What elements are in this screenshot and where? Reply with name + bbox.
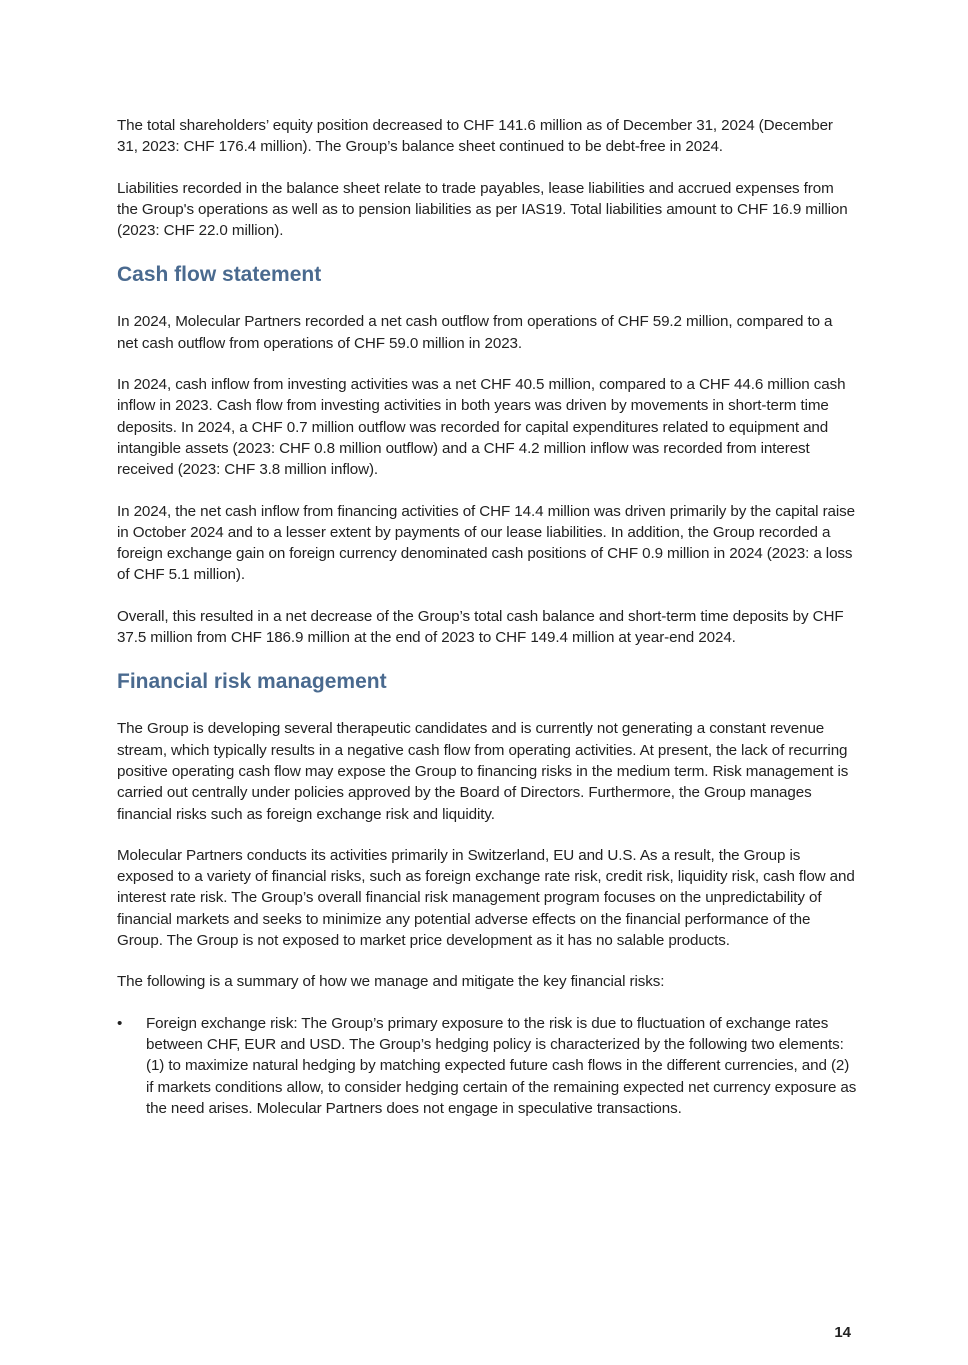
overall-paragraph: Overall, this resulted in a net decrease of the Group’s total cash balance and short-term time deposits by CHF 37.5 million from CHF 186.9 million at the end of 2023 to CHF 149.4 million at year-end 2024.	[117, 607, 844, 647]
list-item	[117, 1013, 857, 1119]
risk-exposure-paragraph: Molecular Partners conducts its activities primarily in Switzerland, EU and U.S. As a result, the Group is exposed to a variety of financial risks, such as foreign exchange rate risk, credit risk, liquidity risk, cash flow and interest rate risk. The Group’s overall financial risk management program focuses on the unpredictability of financial markets and seeks to minimize any potential adverse effects on the financial performance of the Group. The Group is not exposed to market price development as it has no salable products.	[117, 846, 855, 950]
risk-heading: Financial risk management	[117, 670, 387, 694]
page-content	[117, 115, 857, 1119]
financing-paragraph: In 2024, the net cash inflow from financing activities of CHF 14.4 million was driven primarily by the capital raise in October 2024 and to a lesser extent by payments of our lease liabilities. In addition, the Group recorded a foreign exchange gain on foreign currency denominated cash positions of CHF 0.9 million in 2024 (2023: a loss of CHF 5.1 million).	[117, 502, 855, 584]
liabilities-paragraph: Liabilities recorded in the balance sheet relate to trade payables, lease liabilities and accrued expenses from the Group's operations as well as to pension liabilities as per IAS19. Total liabilities amount to CHF 16.9 million (2023: CHF 22.0 million).	[117, 179, 848, 240]
operations-paragraph: In 2024, Molecular Partners recorded a net cash outflow from operations of CHF 59.2 million, compared to a net cash outflow from operations of CHF 59.0 million in 2023.	[117, 313, 833, 352]
risk-summary-paragraph: The following is a summary of how we manage and mitigate the key financial risks:	[117, 973, 665, 991]
page-number: 14	[834, 1324, 851, 1341]
risk-list	[117, 1013, 857, 1119]
equity-paragraph: The total shareholders’ equity position decreased to CHF 141.6 million as of December 31, 2024 (December 31, 2023: CHF 176.4 million). The Group’s balance sheet continued to be debt-free in 2024.	[117, 117, 833, 156]
bullet-icon: •	[117, 1014, 123, 1032]
cash-flow-heading: Cash flow statement	[117, 263, 322, 287]
investing-paragraph: In 2024, cash inflow from investing activities was a net CHF 40.5 million, compared to a CHF 44.6 million cash inflow in 2023. Cash flow from investing activities in both years was driven by movements in short-term time deposits. In 2024, a CHF 0.7 million outflow was recorded for capital expenditures related to equipment and intangible assets (2023: CHF 0.8 million outflow) and a CHF 4.2 million inflow was recorded from interest received (2023: CHF 3.8 million inflow).	[117, 376, 846, 479]
risk-intro-paragraph: The Group is developing several therapeutic candidates and is currently not generating a constant revenue stream, which typically results in a negative cash flow from operating activities. At present, the lack of recurring positive operating cash flow may expose the Group to financing risks in the medium term. Risk management is carried out centrally under policies approved by the Board of Directors. Furthermore, the Group manages financial risks such as foreign exchange risk and liquidity.	[117, 720, 849, 823]
list-item-text: Foreign exchange risk: The Group’s primary exposure to the risk is due to fluctuation of exchange rates between CHF, EUR and USD. The Group’s hedging policy is characterized by the following two elements: (1) to maximize natural hedging by matching expected future cash flows in the different currencies, and (2) if markets conditions allow, to consider hedging certain of the remaining expected net currency exposure as the need arises. Molecular Partners does not engage in speculative transactions.	[146, 1014, 857, 1117]
